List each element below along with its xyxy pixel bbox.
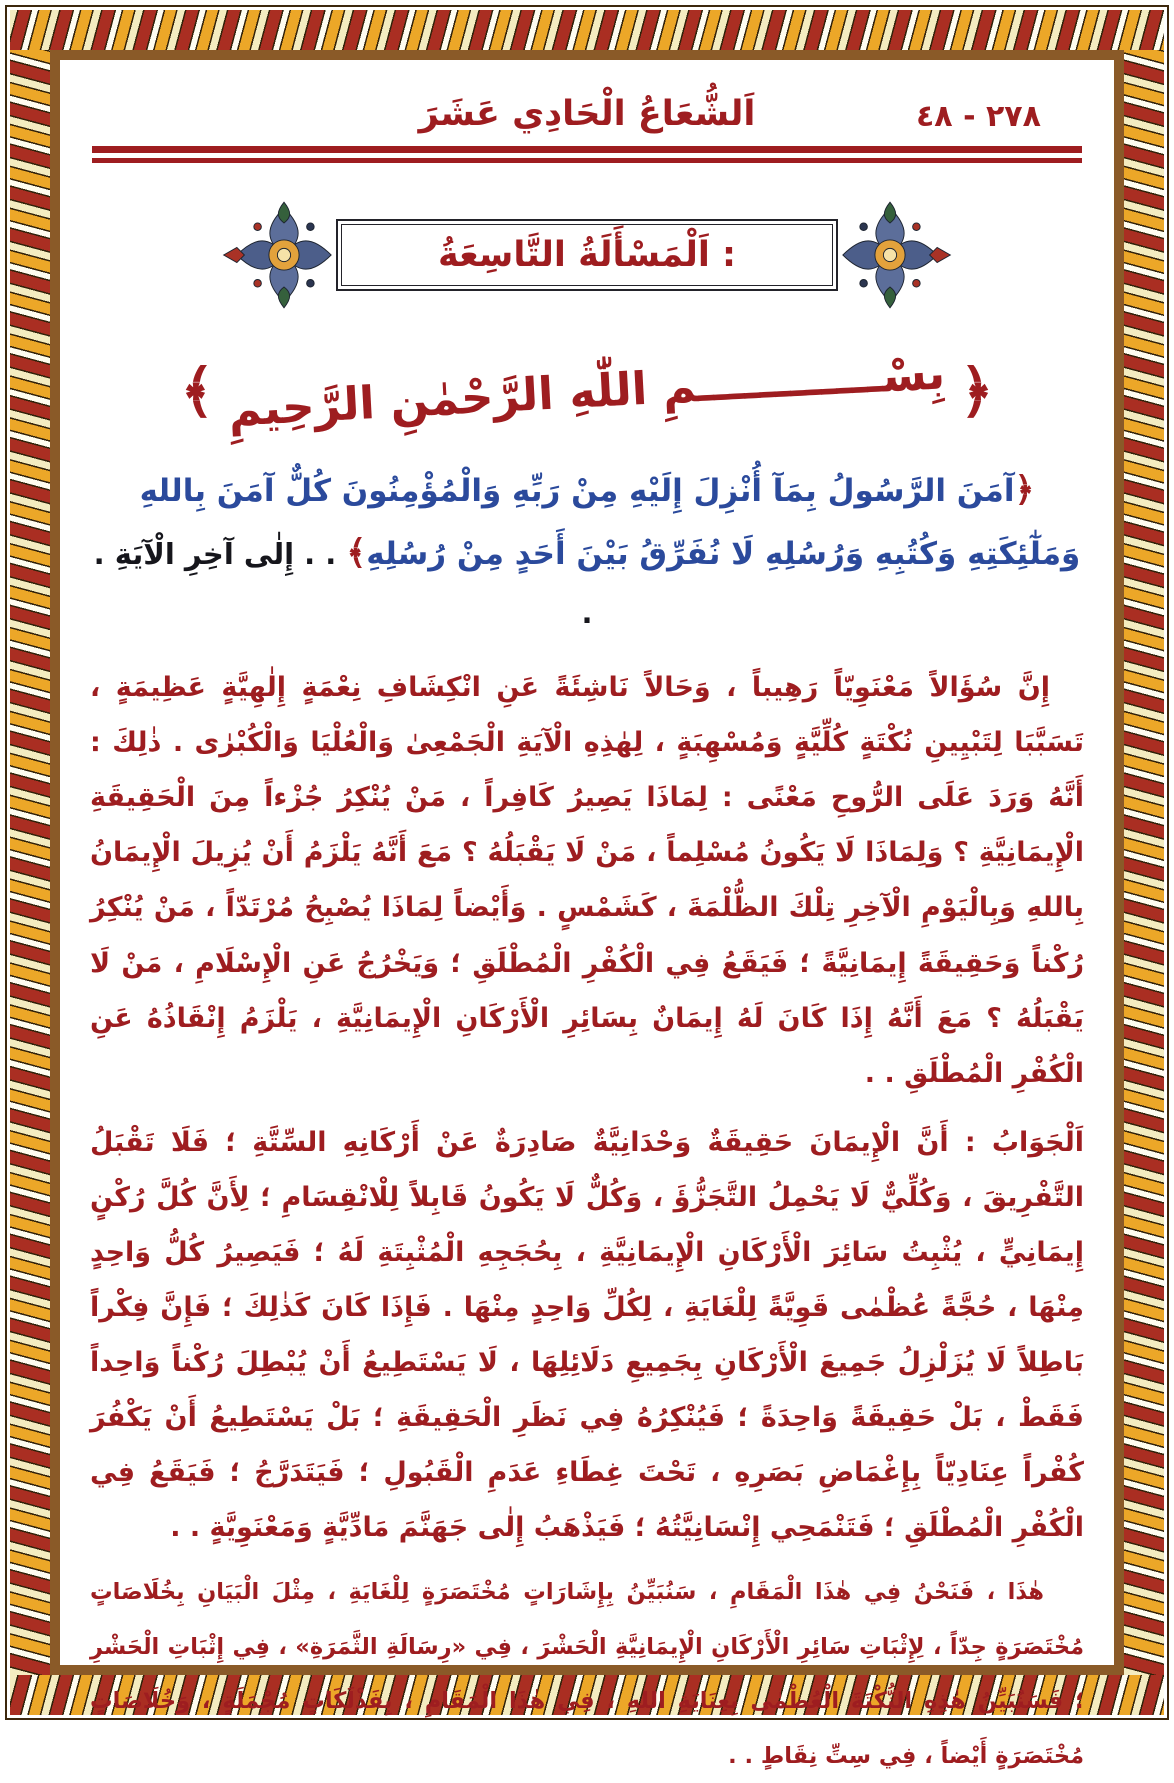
page-content (62, 62, 1112, 1769)
ornamental-border-right (1124, 50, 1164, 1675)
basmala (88, 337, 1086, 445)
verse-bracket-close-icon: ﴾ (346, 532, 367, 573)
verse-tail: . . إِلٰى آخِرِ الْآيَةِ . . (93, 536, 593, 630)
paragraph-conclusion: هٰذَا ، فَنَحْنُ فِي هٰذَا الْمَقَامِ ، سَنُبَيِّنُ بِإِشَارَاتٍ مُخْتَصَرَةٍ لِلْغَايَةِ ، مِثْلَ الْبَيَانِ بِخُلَاصَاتٍ مُخْتَصَرَةٍ جِدّاً ، لِإِثْبَاتِ سَائِرِ الْأَرْكَانِ الْإِيمَانِيَّةِ الْحَشْرَ ، فِي «رِسَالَةِ الثَّمَرَةِ» ، فِي إِثْبَاتِ الْحَشْرِ ؛ فَسَنُبَيِّنُ هٰذِهِ النُّكْتَةَ الْعُظْمٰى بِعِنَايَةِ اللهِ ، فِي هٰذَا الْمَقَامِ ، بِفَذْلَكَاتٍ مُجْمَلَةٍ ، وَخُلَاصَاتٍ مُخْتَصَرَةٍ أَيْضاً ، فِي سِتِّ نِقَاطٍ . . (90, 1579, 1084, 1769)
verse-text: آمَنَ الرَّسُولُ بِمَآ أُنْزِلَ إِلَيْهِ مِنْ رَبِّهِ وَالْمُؤْمِنُونَ كُلٌّ آمَنَ بِاللهِ وَمَلٰٓئِكَتِهِ وَكُتُبِهِ وَرُسُلِهِ لَا نُفَرِّقُ بَيْنَ أَحَدٍ مِنْ رُسُلِهِ (139, 473, 1081, 572)
paragraph-answer: اَلْجَوَابُ : أَنَّ الْإِيمَانَ حَقِيقَةٌ وَحْدَانِيَّةٌ صَادِرَةٌ عَنْ أَرْكَانِهِ السِّتَّةِ ؛ فَلَا تَقْبَلُ التَّفْرِيقَ ، وَكُلِّيٌّ لَا يَحْمِلُ التَّجَزُّؤَ ، وَكُلٌّ لَا يَكُونُ قَابِلاً لِلْانْقِسَامِ ؛ لِأَنَّ كُلَّ رُكْنٍ إِيمَانِيٍّ ، يُثْبِتُ سَائِرَ الْأَرْكَانِ الْإِيمَانِيَّةِ ، بِحُجَجِهِ الْمُثْبِتَةِ لَهُ ؛ فَيَصِيرُ كُلُّ وَاحِدٍ مِنْهَا ، حُجَّةً عُظْمٰى قَوِيَّةً لِلْغَايَةِ ، لِكُلِّ وَاحِدٍ مِنْهَا . فَإِذَا كَانَ كَذٰلِكَ ؛ فَإِنَّ فِكْراً بَاطِلاً لَا يُزَلْزِلُ جَمِيعَ الْأَرْكَانِ بِجَمِيعِ دَلَائِلِهَا ، لَا يَسْتَطِيعُ أَنْ يُبْطِلَ رُكْناً وَاحِداً فَقَطْ ، بَلْ حَقِيقَةً وَاحِدَةً ؛ فَيُنْكِرُهُ فِي نَظَرِ الْحَقِيقَةِ ؛ بَلْ يَسْتَطِيعُ أَنْ يَكْفُرَ كُفْراً عِنَادِيّاً بِإِغْمَاضِ بَصَرِهِ ، تَحْتَ غِطَاءِ عَدَمِ الْقَبُولِ ؛ فَيَتَدَرَّجُ ؛ فَيَقَعُ فِي الْكُفْرِ الْمُطْلَقِ ؛ فَتَنْمَحِي إِنْسَانِيَّتُهُ ؛ فَيَذْهَبُ إِلٰى جَهَنَّمَ مَادِّيَّةٍ وَمَعْنَوِيَّةٍ . . (90, 1126, 1084, 1544)
paragraph-question: إِنَّ سُؤَالاً مَعْنَوِيّاً رَهِيباً ، وَحَالاً نَاشِئَةً عَنِ انْكِشَافِ نِعْمَةٍ إِلٰهِيَّةٍ عَظِيمَةٍ ، تَسَبَّبَا لِتَبْيِينِ نُكْتَةٍ كُلِّيَّةٍ وَمُسْهِبَةٍ ، لِهٰذِهِ الْآيَةِ الْجَمْعِىٰ وَالْعُلْيَا وَالْكُبْرٰى . ذٰلِكَ : أَنَّهُ وَرَدَ عَلَى الرُّوحِ مَعْنًى : لِمَاذَا يَصِيرُ كَافِراً ، مَنْ يُنْكِرُ جُزْءاً مِنَ الْحَقِيقَةِ الْإِيمَانِيَّةِ ؟ وَلِمَاذَا لَا يَكُونُ مُسْلِماً ، مَنْ لَا يَقْبَلُهُ ؟ مَعَ أَنَّهُ يَلْزَمُ أَنْ يُزِيلَ الْإِيمَانُ بِاللهِ وَبِالْيَوْمِ الْآخِرِ تِلْكَ الظُّلْمَةَ ، كَشَمْسٍ . وَأَيْضاً لِمَاذَا يُصْبِحُ مُرْتَدّاً ، مَنْ يُنْكِرُ رُكْناً وَحَقِيقَةً إِيمَانِيَّةً ؛ فَيَقَعُ فِي الْكُفْرِ الْمُطْلَقِ ؛ وَيَخْرُجُ عَنِ الْإِسْلَامِ ، مَنْ لَا يَقْبَلُهُ ؟ مَعَ أَنَّهُ إِذَا كَانَ لَهُ إِيمَانٌ بِسَائِرِ الْأَرْكَانِ الْإِيمَانِيَّةِ ، يَلْزَمُ إِنْقَاذُهُ عَنِ الْكُفْرِ الْمُطْلَقِ . . (90, 672, 1084, 1089)
section-heading-row (88, 197, 1086, 313)
quran-verse (93, 459, 1081, 642)
section-heading-box (336, 219, 838, 291)
page-number: ٢٧٨ - ٤٨ (916, 99, 1041, 134)
ornamental-border-left (10, 50, 50, 1675)
floral-ornament-right-icon (824, 198, 956, 312)
verse-bracket-open-icon: ﴿ (1014, 470, 1035, 510)
page-header (88, 68, 1086, 134)
page-title: اَلشُّعَاعُ الْحَادِي عَشَرَ (418, 94, 756, 134)
basmala-text: بِسْــــــــــــمِ اللّٰهِ الرَّحْمٰنِ الرَّحِيمِ (227, 345, 947, 437)
section-heading: اَلْمَسْأَلَةُ التَّاسِعَةُ : (437, 235, 737, 275)
header-divider (92, 146, 1082, 163)
ornate-bracket-open-icon: ﴿ (959, 357, 994, 425)
ornamental-border-top (10, 10, 1164, 50)
ornate-bracket-close-icon: ﴾ (180, 357, 215, 425)
floral-ornament-left-icon (218, 198, 350, 312)
